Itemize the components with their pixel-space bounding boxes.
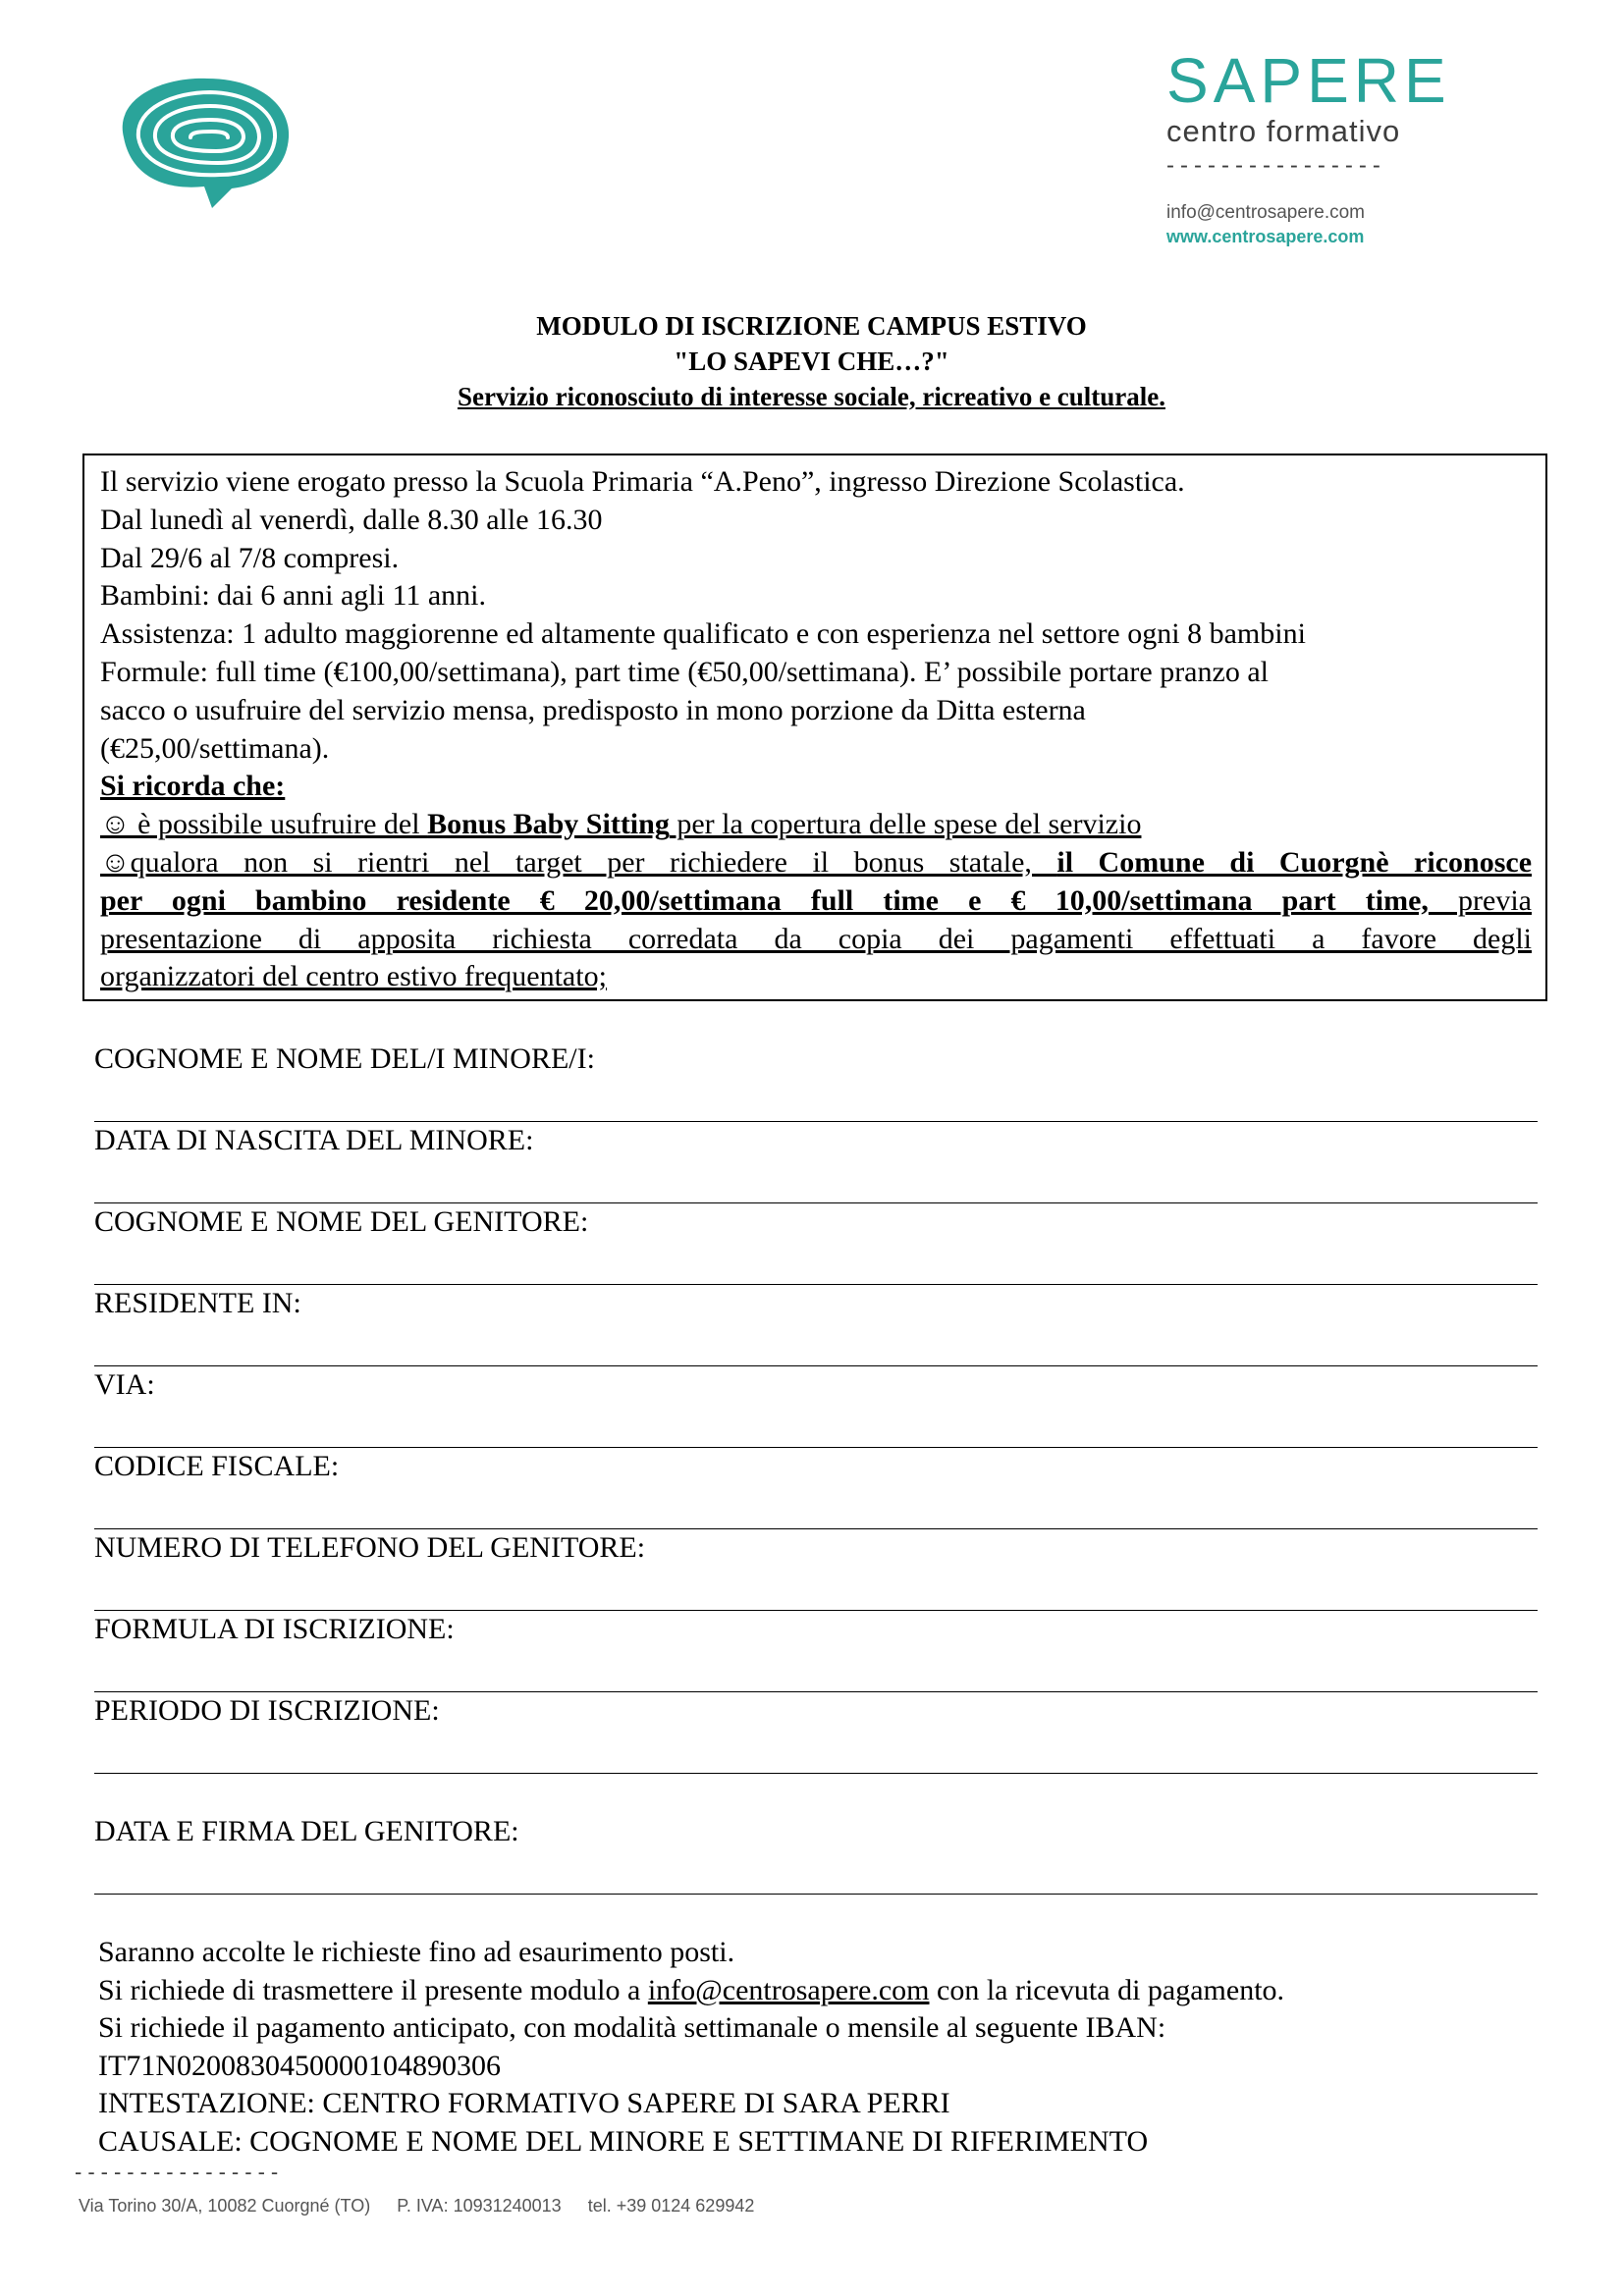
note-line: Si richiede il pagamento anticipato, con modalità settimanale o mensile al seguente IBAN: [98, 2011, 1166, 2045]
field-underline[interactable] [94, 1610, 1538, 1611]
field-underline[interactable] [94, 1447, 1538, 1448]
title-line-1: MODULO DI ISCRIZIONE CAMPUS ESTIVO [536, 311, 1087, 341]
field-label: PERIODO DI ISCRIZIONE: [94, 1694, 440, 1727]
field-residence[interactable] [94, 1287, 1538, 1320]
comune-line-2 [100, 882, 1532, 921]
field-underline[interactable] [94, 1528, 1538, 1529]
comune-bold-2: per ogni bambino residente € 20,00/settimana full time e € 10,00/settimana part time, [100, 883, 1429, 917]
field-formula[interactable] [94, 1613, 1538, 1646]
field-underline[interactable] [94, 1121, 1538, 1122]
footer-divider: ---------------- [75, 2160, 285, 2184]
field-underline[interactable] [94, 1691, 1538, 1692]
field-period[interactable] [94, 1694, 1538, 1728]
field-underline[interactable] [94, 1365, 1538, 1366]
field-underline[interactable] [94, 1773, 1538, 1774]
info-line: sacco o usufruire del servizio mensa, predisposto in mono porzione da Ditta esterna [100, 693, 1086, 726]
field-label: DATA DI NASCITA DEL MINORE: [94, 1124, 534, 1156]
payment-notes [98, 1934, 1551, 2162]
info-line: Dal lunedì al venerdì, dalle 8.30 alle 16.30 [100, 503, 603, 536]
field-underline[interactable] [94, 1202, 1538, 1203]
title-line-2: "LO SAPEVI CHE…?" [674, 347, 949, 376]
info-line: Il servizio viene erogato presso la Scuola Primaria “A.Peno”, ingresso Direzione Scolastica. [100, 465, 1185, 498]
footer-contact [79, 2196, 776, 2216]
field-label: CODICE FISCALE: [94, 1450, 340, 1482]
field-label: VIA: [94, 1368, 155, 1401]
brand-website[interactable]: www.centrosapere.com [1166, 227, 1365, 246]
field-label: NUMERO DI TELEFONO DEL GENITORE: [94, 1531, 646, 1564]
bonus-prefix: ☺ è possibile usufruire del [100, 808, 428, 841]
comune-bold-1: il Comune di Cuorgnè riconosce [1056, 845, 1533, 879]
field-signature[interactable] [94, 1815, 1538, 1848]
field-label: FORMULA DI ISCRIZIONE: [94, 1613, 455, 1645]
note-line: Saranno accolte le richieste fino ad esaurimento posti. [98, 1936, 735, 1968]
field-parent-phone[interactable] [94, 1531, 1538, 1565]
email-link[interactable]: info@centrosapere.com [647, 1973, 930, 2006]
field-minor-name[interactable] [94, 1042, 1538, 1076]
document-title [0, 308, 1623, 414]
field-birth-date[interactable] [94, 1124, 1538, 1157]
comune-line-3: presentazione di apposita richiesta corredata da copia dei pagamenti effettuati a favore degli [100, 922, 1532, 955]
info-line: Bambini: dai 6 anni agli 11 anni. [100, 579, 486, 613]
field-label: COGNOME E NOME DEL GENITORE: [94, 1205, 589, 1238]
field-label: COGNOME E NOME DEL/I MINORE/I: [94, 1042, 595, 1075]
brand-subtitle: centro formativo [1166, 114, 1401, 148]
comune-line-4: organizzatori del centro estivo frequentato; [100, 960, 607, 993]
field-street[interactable] [94, 1368, 1538, 1402]
brand-email[interactable]: info@centrosapere.com [1166, 202, 1365, 223]
comune-prefix: ☺qualora non si rientri nel target per richiedere il bonus statale, [100, 845, 1057, 879]
field-underline[interactable] [94, 1894, 1538, 1895]
bonus-name: Bonus Baby Sitting [427, 808, 670, 841]
comune-mid: previa [1428, 883, 1532, 917]
field-label: RESIDENTE IN: [94, 1287, 301, 1319]
brand-name: SAPERE [1166, 45, 1451, 116]
field-tax-code[interactable] [94, 1450, 1538, 1483]
footer-vat: P. IVA: 10931240013 [397, 2196, 562, 2216]
brand-block [1166, 45, 1451, 247]
title-line-3: Servizio riconosciuto di interesse sociale, ricreativo e culturale. [457, 382, 1166, 411]
field-label: DATA E FIRMA DEL GENITORE: [94, 1815, 519, 1847]
info-line: Assistenza: 1 adulto maggiorenne ed altamente qualificato e con esperienza nel settore ogni 8 bambini [100, 617, 1306, 651]
bonus-line [100, 806, 1532, 844]
info-line: Dal 29/6 al 7/8 compresi. [100, 541, 400, 574]
brain-logo-icon [94, 69, 300, 216]
iban: IT71N0200830450000104890306 [98, 2049, 501, 2082]
field-underline[interactable] [94, 1284, 1538, 1285]
comune-line-1 [100, 844, 1532, 882]
info-line: (€25,00/settimana). [100, 731, 330, 765]
footer-phone: tel. +39 0124 629942 [587, 2196, 755, 2216]
field-parent-name[interactable] [94, 1205, 1538, 1239]
note-line-email [98, 1972, 1551, 2010]
info-line: Formule: full time (€100,00/settimana), part time (€50,00/settimana). E’ possibile portare pranzo al [100, 655, 1269, 688]
note-text: Si richiede di trasmettere il presente modulo a [98, 1973, 648, 2006]
bonus-suffix: per la copertura delle spese del servizio [669, 808, 1142, 841]
brand-divider: ---------------- [1166, 152, 1386, 179]
reminder-heading: Si ricorda che: [100, 770, 286, 803]
footer-address: Via Torino 30/A, 10082 Cuorgné (TO) [79, 2196, 371, 2216]
payment-reason: CAUSALE: COGNOME E NOME DEL MINORE E SETTIMANE DI RIFERIMENTO [98, 2124, 1149, 2158]
service-info-box [82, 454, 1547, 1001]
account-holder: INTESTAZIONE: CENTRO FORMATIVO SAPERE DI SARA PERRI [98, 2087, 950, 2120]
note-text: con la ricevuta di pagamento. [929, 1973, 1285, 2006]
